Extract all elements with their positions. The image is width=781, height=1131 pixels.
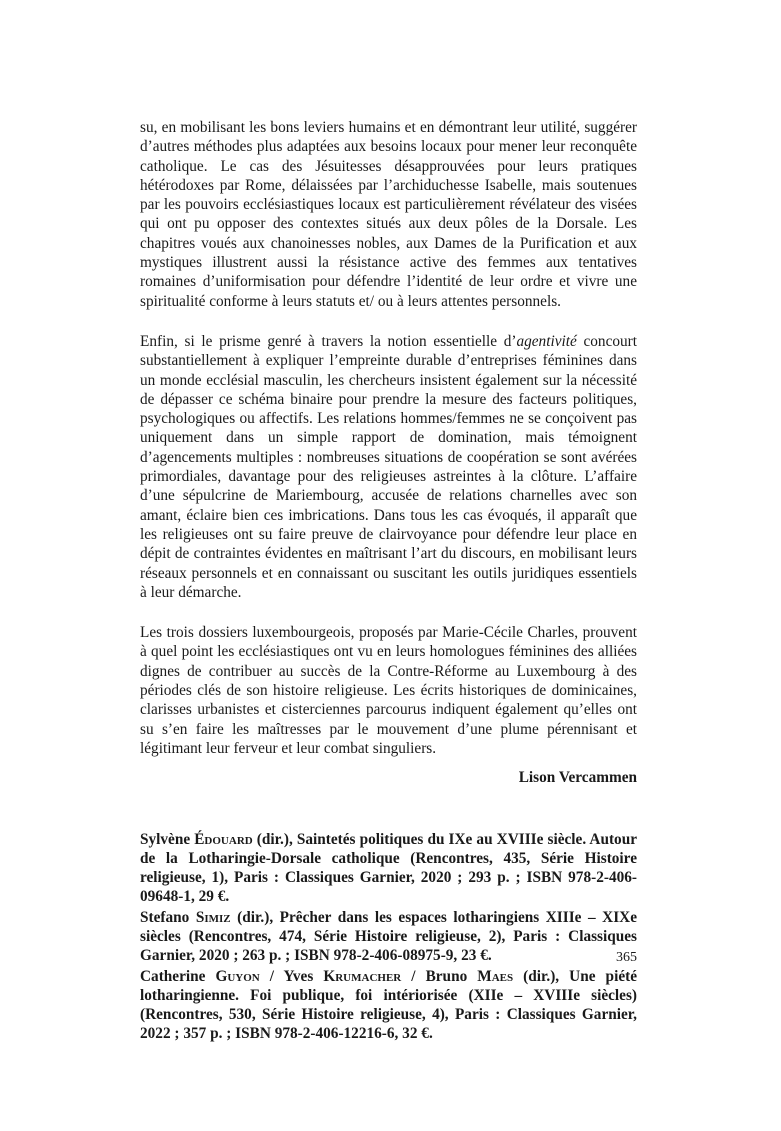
- reference-3-firstname-2: / Yves: [259, 967, 324, 985]
- reference-1-details: (dir.), Saintetés politiques du IXe au XVIIIe siècle. Autour de la Lotharingie-Dorsale catholique (Rencontres, 435, Série Histoire religieuse, 1), Paris : Classiques Garnier, 2020 ; 293 p. ; ISBN 978-2-406-09648-1, 29 €.: [140, 830, 637, 906]
- reference-2-details: (dir.), Prêcher dans les espaces lotharingiens XIIIe – XIXe siècles (Rencontres, 474, Série Histoire religieuse, 2), Paris : Classiques Garnier, 2020 ; 263 p. ; ISBN 978-2-406-08975-9, 23 €.: [140, 908, 637, 965]
- reference-2-firstname: Stefano: [140, 908, 196, 926]
- reference-3: [140, 967, 637, 1044]
- reference-2-surname: Simiz: [195, 908, 231, 926]
- paragraph-2-rest: concourt substantiellement à expliquer l’empreinte durable d’entreprises féminines dans un monde ecclésial masculin, les chercheurs insistent également sur la nécessité de dépasser ce schéma binaire pour prendre la mesure des facteurs politiques, psychologiques ou affectifs. Les relations hommes/femmes ne se conçoivent pas uniquement dans un simple rapport de domination, mais témoignent d’agencements multiples : nombreuses situations de coopération se sont avérées primordiales, davantage pour des religieuses astreintes à la clôture. L’affaire d’une sépulcrine de Mariembourg, accusée de relations charnelles avec son amant, éclaire bien ces imbrications. Dans tous les cas évoqués, il apparaît que les religieuses ont su faire preuve de clairvoyance pour défendre leur place en dépit de contraintes évidentes en maîtrisant l’art du discours, en mobilisant leurs réseaux personnels et en connaissant ou suscitant les outils juridiques essentiels à leur démarche.: [140, 332, 637, 601]
- reference-2: [140, 908, 637, 966]
- reference-3-details: (dir.), Une piété lotharingienne. Foi publique, foi intériorisée (XIIe – XVIIIe siècles) (Rencontres, 530, Série Histoire religieuse, 4), Paris : Classiques Garnier, 2022 ; 357 p. ; ISBN 978-2-406-12216-6, 32 €.: [140, 967, 637, 1043]
- reference-3-surname-1: Guyon: [215, 967, 260, 985]
- reference-3-surname-3: Maes: [477, 967, 514, 985]
- page-body: [140, 118, 637, 1045]
- paragraph-1: su, en mobilisant les bons leviers humains et en démontrant leur utilité, suggérer d’autres méthodes plus adaptées aux besoins locaux pour mener leur reconquête catholique. Le cas des Jésuitesses désapprouvées pour leurs pratiques hétérodoxes par Rome, délaissées par l’archiduchesse Isabelle, mais soutenues par les pouvoirs ecclésiastiques locaux est particulièrement révélateur des visées qui ont pu opposer des contextes situés aux deux pôles de la Dorsale. Les chapitres voués aux chanoinesses nobles, aux Dames de la Purification et aux mystiques illustrent aussi la résistance active des femmes aux tentatives romaines d’uniformisation pour défendre l’identité de leur ordre et vivre une spiritualité conforme à leurs statuts et/ ou à leurs attentes personnels.: [140, 119, 637, 310]
- page-number: 365: [616, 950, 637, 965]
- reference-1: [140, 830, 637, 907]
- paragraph-3: Les trois dossiers luxembourgeois, proposés par Marie-Cécile Charles, prouvent à quel point les ecclésiastiques ont vu en leurs homologues féminines des alliées dignes de contribuer au succès de la Contre-Réforme au Luxembourg à des périodes clés de son histoire religieuse. Les écrits historiques de dominicaines, clarisses urbanistes et cisterciennes parcourus indiquent également qu’elles ont su s’en faire les maîtresses par le mouvement d’une plume pérennisant et légitimant leur ferveur et leur combat singuliers.: [140, 624, 637, 757]
- paragraph-2-start: Enfin, si le prisme genré à travers la notion essentielle d’: [140, 332, 517, 350]
- reference-3-firstname-1: Catherine: [140, 967, 216, 985]
- reference-1-surname: Édouard: [194, 830, 253, 848]
- bibliographic-references: [140, 830, 637, 1044]
- paragraph-2: [140, 332, 637, 602]
- reference-3-surname-2: Krumacher: [323, 967, 402, 985]
- reference-1-firstname: Sylvène: [140, 830, 195, 848]
- italic-term-agentivite: agentivité: [516, 332, 577, 350]
- reference-3-firstname-3: / Bruno: [401, 967, 478, 985]
- author-signature: Lison Vercammen: [518, 769, 637, 787]
